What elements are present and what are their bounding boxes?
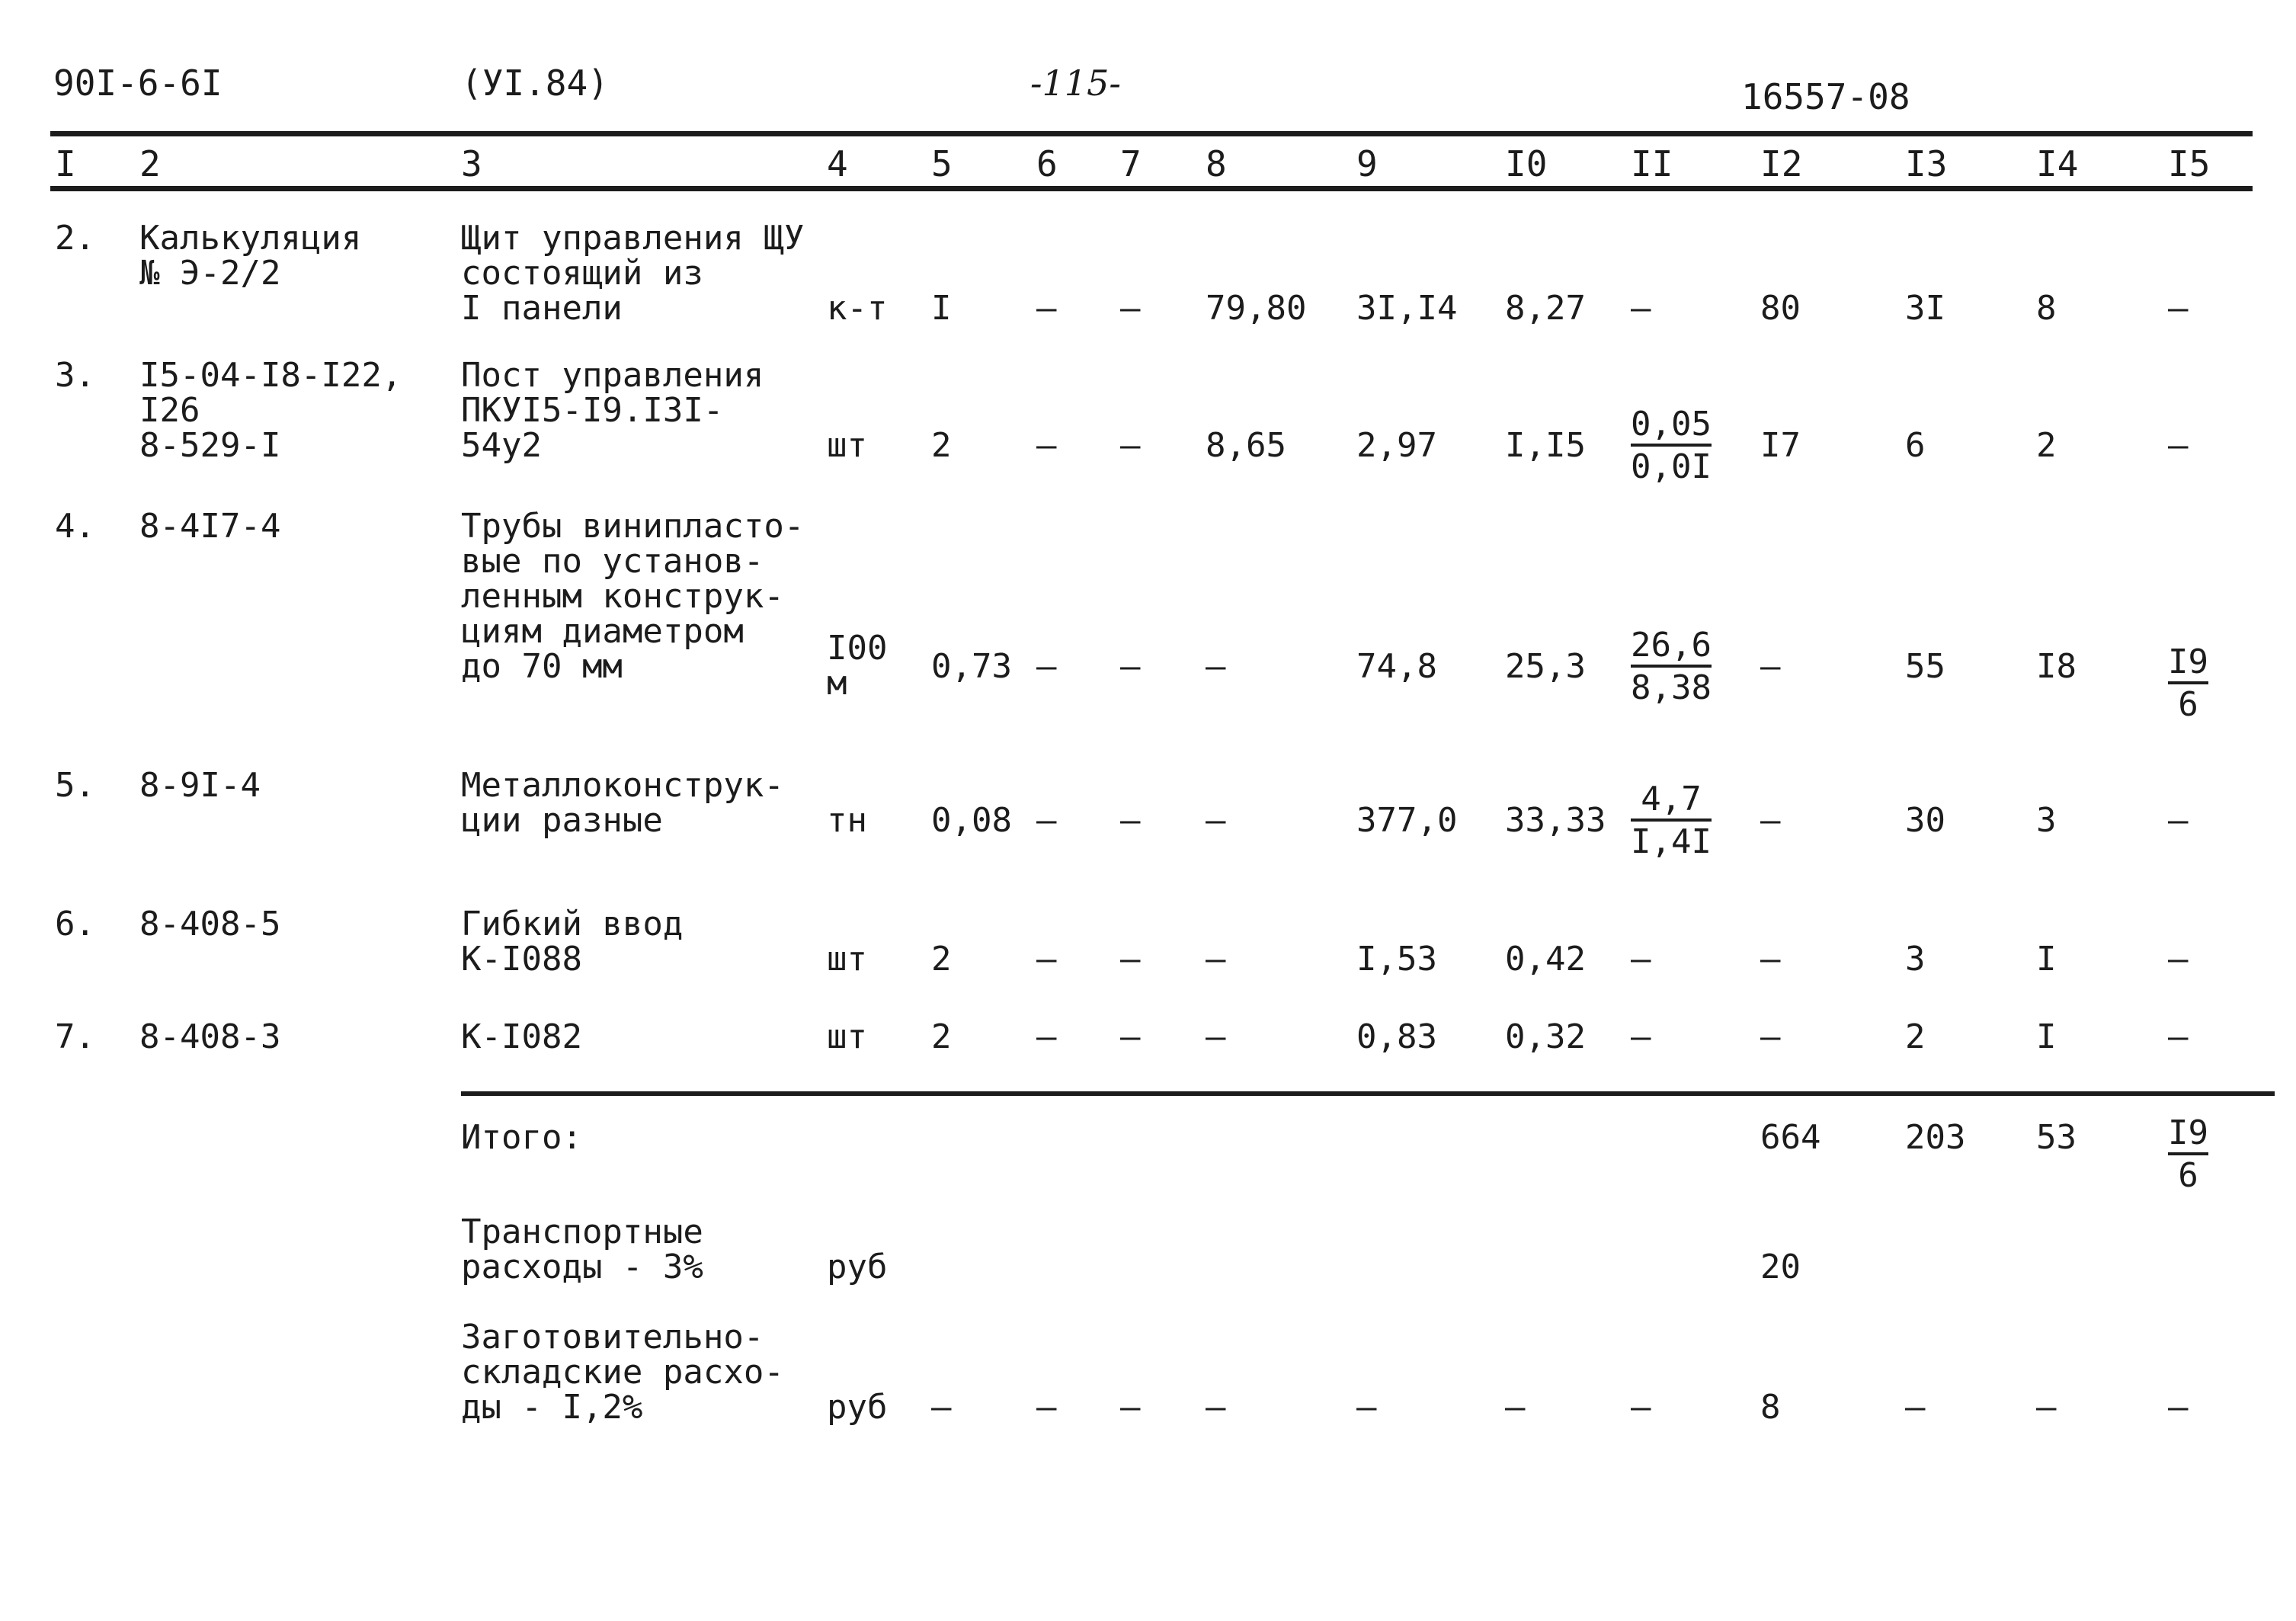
row-cell-qty: 0,08 — [931, 801, 1012, 840]
column-number-13: I3 — [1905, 143, 1948, 184]
row-number: 2. — [55, 219, 95, 258]
row-cell-c15-numerator: I9 — [2168, 645, 2208, 684]
row-description: Щит управления ЩУ — [461, 219, 805, 258]
column-number-1: I — [55, 143, 76, 184]
storage-c14: – — [2036, 1388, 2057, 1427]
row-cell-c11-denominator: 8,38 — [1631, 668, 1712, 707]
row-cell-c13: 30 — [1905, 801, 1945, 840]
row-cell-c7: – — [1120, 1017, 1141, 1056]
row-cell-c8: – — [1206, 801, 1226, 840]
row-description: Пост управления — [461, 356, 764, 395]
column-number-7: 7 — [1120, 143, 1142, 184]
row-code: I26 — [139, 391, 200, 430]
archive-stamp: 16557-08 — [1741, 76, 1910, 117]
row-description: ции разные — [461, 801, 663, 840]
totals-c15-denominator: 6 — [2178, 1156, 2198, 1195]
column-number-5: 5 — [931, 143, 953, 184]
row-cell-c9: 377,0 — [1356, 801, 1458, 840]
row-description: Трубы винипласто- — [461, 507, 805, 546]
row-cell-c12: – — [1760, 1017, 1781, 1056]
row-cell-c11-denominator: I,4I — [1631, 822, 1712, 861]
transport-unit: руб — [827, 1248, 888, 1286]
row-unit: шт — [827, 1017, 867, 1056]
row-code: 8-529-I — [139, 426, 281, 465]
row-cell-c8: 79,80 — [1206, 289, 1307, 328]
row-cell-c9: 74,8 — [1356, 647, 1437, 686]
totals-label: Итого: — [461, 1118, 582, 1157]
row-cell-qty: 2 — [931, 940, 952, 979]
row-cell-c15: – — [2168, 801, 2189, 840]
row-cell-c10: 33,33 — [1505, 801, 1606, 840]
row-description: до 70 мм — [461, 647, 623, 686]
totals-c13: 203 — [1905, 1118, 1966, 1157]
row-cell-c11 — [1631, 628, 1712, 706]
row-unit: шт — [827, 426, 867, 465]
transport-label: Транспортные — [461, 1213, 703, 1251]
row-cell-c13: 6 — [1905, 426, 1926, 465]
row-cell-c8: – — [1206, 940, 1226, 979]
row-description: вые по установ- — [461, 542, 764, 581]
column-number-15: I5 — [2168, 143, 2211, 184]
row-description: К-I082 — [461, 1017, 582, 1056]
column-number-9: 9 — [1356, 143, 1378, 184]
row-unit: к-т — [827, 289, 888, 328]
row-cell-c7: – — [1120, 647, 1141, 686]
row-cell-c6: – — [1036, 801, 1057, 840]
row-number: 4. — [55, 507, 95, 546]
row-description: Гибкий ввод — [461, 905, 684, 943]
row-cell-c11: – — [1631, 940, 1651, 979]
storage-c13: – — [1905, 1388, 1926, 1427]
row-cell-c11-numerator: 0,05 — [1631, 407, 1712, 447]
row-cell-c12: – — [1760, 647, 1781, 686]
row-cell-qty: 0,73 — [931, 647, 1012, 686]
row-cell-c10: 0,42 — [1505, 940, 1586, 979]
row-cell-c6: – — [1036, 1017, 1057, 1056]
row-number: 6. — [55, 905, 95, 943]
transport-label: расходы - 3% — [461, 1248, 703, 1286]
row-cell-c7: – — [1120, 289, 1141, 328]
row-code: 8-408-3 — [139, 1017, 281, 1056]
transport-c12: 20 — [1760, 1248, 1801, 1286]
storage-dash-c7: – — [1120, 1388, 1141, 1427]
row-description: ПКУI5-I9.I3I- — [461, 391, 724, 430]
row-cell-c11: – — [1631, 1017, 1651, 1056]
header-rule-bottom — [50, 186, 2253, 191]
row-description: состоящий из — [461, 254, 703, 293]
row-cell-qty: I — [931, 289, 952, 328]
row-cell-c14: 2 — [2036, 426, 2057, 465]
storage-dash-c6: – — [1036, 1388, 1057, 1427]
column-number-11: II — [1631, 143, 1673, 184]
row-cell-c11: – — [1631, 289, 1651, 328]
row-cell-c12: – — [1760, 940, 1781, 979]
storage-dash-qty: – — [931, 1388, 952, 1427]
page-number: -115- — [1030, 62, 1121, 104]
totals-c15 — [2168, 1113, 2208, 1195]
row-cell-c9: I,53 — [1356, 940, 1437, 979]
row-description: 54у2 — [461, 426, 542, 465]
row-number: 5. — [55, 766, 95, 805]
row-cell-c7: – — [1120, 801, 1141, 840]
row-unit: тн — [827, 801, 867, 840]
row-cell-c10: 8,27 — [1505, 289, 1586, 328]
document-code: 90I-6-6I — [53, 62, 223, 104]
row-cell-c8: 8,65 — [1206, 426, 1286, 465]
storage-label: складские расхо- — [461, 1353, 784, 1392]
column-number-12: I2 — [1760, 143, 1803, 184]
row-cell-c8: – — [1206, 647, 1226, 686]
storage-c15: – — [2168, 1388, 2189, 1427]
row-cell-c9: 3I,I4 — [1356, 289, 1458, 328]
header-rule-top — [50, 131, 2253, 136]
row-cell-c15: – — [2168, 940, 2189, 979]
row-cell-c13: 3 — [1905, 940, 1926, 979]
storage-label: Заготовительно- — [461, 1318, 764, 1357]
row-cell-c11-numerator: 26,6 — [1631, 628, 1712, 668]
column-number-14: I4 — [2036, 143, 2079, 184]
row-cell-c13: 2 — [1905, 1017, 1926, 1056]
row-cell-c14: I — [2036, 940, 2057, 979]
storage-unit: руб — [827, 1388, 888, 1427]
row-cell-c6: – — [1036, 289, 1057, 328]
column-number-6: 6 — [1036, 143, 1058, 184]
row-code: Калькуляция — [139, 219, 362, 258]
totals-rule — [461, 1091, 2275, 1096]
row-number: 3. — [55, 356, 95, 395]
row-cell-c6: – — [1036, 940, 1057, 979]
row-description: циям диаметром — [461, 612, 744, 651]
row-cell-c7: – — [1120, 426, 1141, 465]
row-cell-c13: 3I — [1905, 289, 1945, 328]
row-cell-qty: 2 — [931, 426, 952, 465]
row-cell-c11 — [1631, 782, 1712, 860]
row-cell-c14: 8 — [2036, 289, 2057, 328]
storage-dash-c11: – — [1631, 1388, 1651, 1427]
row-cell-c9: 0,83 — [1356, 1017, 1437, 1056]
storage-dash-c8: – — [1206, 1388, 1226, 1427]
row-cell-c7: – — [1120, 940, 1141, 979]
row-code: I5-04-I8-I22, — [139, 356, 402, 395]
column-number-4: 4 — [827, 143, 848, 184]
row-cell-c8: – — [1206, 1017, 1226, 1056]
row-cell-c12: 80 — [1760, 289, 1801, 328]
storage-c12: 8 — [1760, 1388, 1781, 1427]
row-cell-c10: 0,32 — [1505, 1017, 1586, 1056]
row-cell-c12: – — [1760, 801, 1781, 840]
column-number-8: 8 — [1206, 143, 1227, 184]
row-cell-c13: 55 — [1905, 647, 1945, 686]
storage-dash-c10: – — [1505, 1388, 1526, 1427]
row-cell-c11-numerator: 4,7 — [1631, 782, 1712, 822]
row-cell-c11-denominator: 0,0I — [1631, 447, 1712, 486]
row-unit: шт — [827, 940, 867, 979]
storage-dash-c9: – — [1356, 1388, 1377, 1427]
row-cell-c14: I — [2036, 1017, 2057, 1056]
row-description: Металлоконструк- — [461, 766, 784, 805]
row-cell-c6: – — [1036, 426, 1057, 465]
row-code: 8-4I7-4 — [139, 507, 281, 546]
row-cell-c11 — [1631, 407, 1712, 485]
row-unit: м — [827, 664, 847, 703]
row-cell-c14: I8 — [2036, 647, 2077, 686]
row-cell-c15-denominator: 6 — [2178, 685, 2198, 724]
row-cell-c15: – — [2168, 1017, 2189, 1056]
row-cell-c14: 3 — [2036, 801, 2057, 840]
row-cell-qty: 2 — [931, 1017, 952, 1056]
row-cell-c10: 25,3 — [1505, 647, 1586, 686]
row-code: 8-9I-4 — [139, 766, 261, 805]
row-code: № Э-2/2 — [139, 254, 281, 293]
row-cell-c10: I,I5 — [1505, 426, 1586, 465]
row-unit: I00 — [827, 629, 888, 668]
column-number-2: 2 — [139, 143, 161, 184]
totals-c15-numerator: I9 — [2168, 1116, 2208, 1155]
row-code: 8-408-5 — [139, 905, 281, 943]
row-cell-c15: – — [2168, 289, 2189, 328]
row-cell-c6: – — [1036, 647, 1057, 686]
storage-label: ды - I,2% — [461, 1388, 643, 1427]
row-number: 7. — [55, 1017, 95, 1056]
row-description: I панели — [461, 289, 623, 328]
row-description: ленным конструк- — [461, 577, 784, 616]
row-cell-c9: 2,97 — [1356, 426, 1437, 465]
row-description: К-I088 — [461, 940, 582, 979]
totals-c14: 53 — [2036, 1118, 2077, 1157]
issue-code: (УI.84) — [461, 62, 609, 104]
row-cell-c15: – — [2168, 426, 2189, 465]
totals-c12: 664 — [1760, 1118, 1821, 1157]
column-number-3: 3 — [461, 143, 482, 184]
row-cell-c15 — [2168, 642, 2208, 724]
row-cell-c12: I7 — [1760, 426, 1801, 465]
column-number-10: I0 — [1505, 143, 1548, 184]
